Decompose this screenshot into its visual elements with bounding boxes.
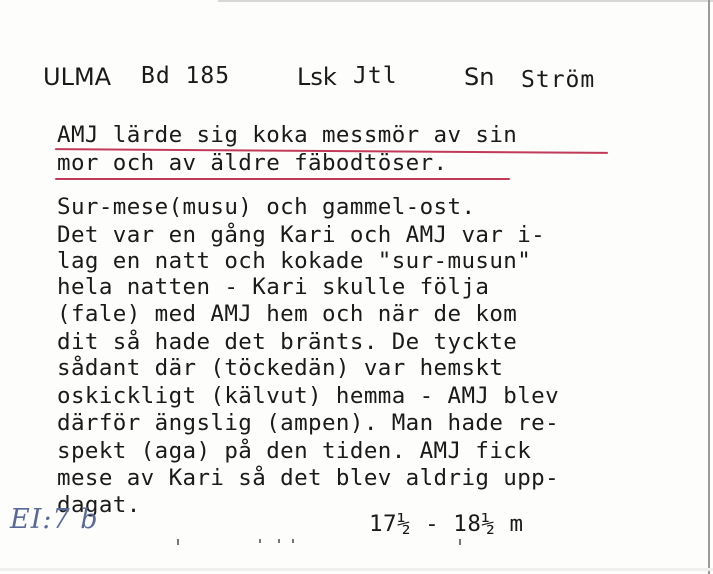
body-line: Sur-mese(musu) och gammel-ost. [57,194,476,220]
specks [459,539,461,545]
highlight-line-2: mor och av äldre fäbodtöser. [57,150,448,176]
body-line: dit så hade det bränts. De tyckte [57,329,518,355]
time-note: 17½ - 18½ m [369,511,524,537]
handwritten-signature: EI:7 b [10,504,99,535]
body-line: oskickligt (kälvut) hemma - AMJ blev [57,383,560,409]
specks [177,539,179,545]
body-line: (fale) med AMJ hem och när de kom [57,301,518,327]
card-bottom-edge [0,568,713,571]
highlight-line-1: AMJ lärde sig koka messmör av sin [57,122,518,148]
specks [292,539,294,543]
body-line: Det var en gång Kari och AMJ var i- [57,222,546,248]
sn-value: Ström [521,67,596,93]
body-line: sådant där (töckedän) var hemskt [57,355,504,381]
volume-number: Bd 185 [141,63,231,89]
body-line: därför ängslig (ampen). Man hade re- [57,410,560,436]
card-top-edge [218,0,713,2]
specks [278,539,280,543]
sn-label: Sn [464,63,495,91]
body-line: lag en natt och kokade "sur-musun" [57,248,532,274]
specks [259,539,261,543]
archive-code: ULMA [43,63,112,91]
lsk-value: Jtl [353,63,398,89]
card-right-edge [708,0,710,574]
underline-2 [55,178,510,180]
lsk-label: Lsk [297,63,337,91]
body-line: mese av Kari så det blev aldrig upp- [57,465,560,491]
body-line: spekt (aga) på den tiden. AMJ fick [57,438,532,464]
body-line: dagat. [57,492,141,518]
body-line: hela natten - Kari skulle följa [57,274,490,300]
